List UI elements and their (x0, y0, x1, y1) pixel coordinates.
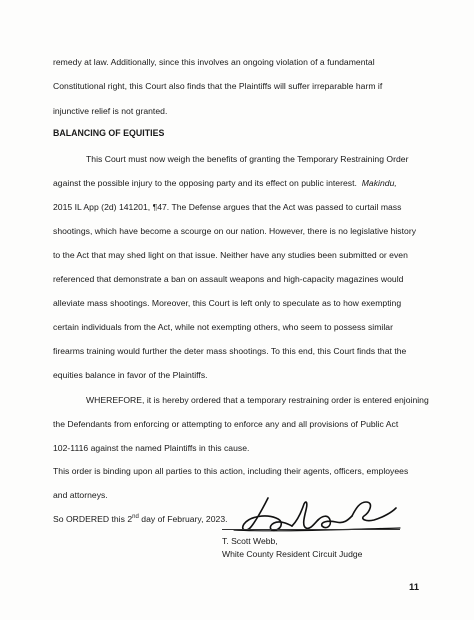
body-line: and attorneys. (53, 490, 108, 500)
handwritten-signature (210, 490, 410, 540)
body-line: WHEREFORE, it is hereby ordered that a temporary restraining order is entered enjoining (86, 395, 429, 405)
body-line: remedy at law. Additionally, since this involves an ongoing violation of a fundamental (53, 57, 375, 67)
body-line: to the Act that may shed light on that issue. Neither have any studies been submitted or even (53, 250, 408, 260)
body-line: 2015 IL App (2d) 141201, ¶47. The Defense argues that the Act was passed to curtail mass (53, 202, 402, 212)
body-line: shootings, which have become a scourge on our nation. However, there is no legislative history (53, 226, 417, 236)
body-line-text: against the possible injury to the opposing party and its effect on public interest. (53, 178, 357, 188)
section-heading: BALANCING OF EQUITIES (53, 128, 165, 138)
body-line: the Defendants from enforcing or attempting to enforce any and all provisions of Public Act (53, 419, 399, 429)
judge-name: T. Scott Webb, (222, 536, 278, 546)
body-line: This order is binding upon all parties to this action, including their agents, officers, employees (53, 466, 409, 476)
body-line: referenced that demonstrate a ban on assault weapons and high-capacity magazines would (53, 274, 404, 284)
judge-title: White County Resident Circuit Judge (222, 549, 363, 559)
body-line (53, 178, 397, 189)
ordered-rest: day of February, 2023. (138, 514, 228, 524)
body-line: alleviate mass shootings. Moreover, this Court is left only to speculate as to how exempting (53, 298, 402, 308)
body-line: firearms training would further the deter mass shootings. To this end, this Court finds that the (53, 346, 407, 356)
body-line: injunctive relief is not granted. (53, 106, 168, 116)
ordered-superscript: nd (132, 514, 139, 521)
body-line: Constitutional right, this Court also finds that the Plaintiffs will suffer irreparable harm if (53, 81, 383, 91)
body-line: 102-1116 against the named Plaintiffs in this cause. (53, 443, 250, 453)
ordered-line (53, 514, 228, 525)
body-line: This Court must now weigh the benefits of granting the Temporary Restraining Order (86, 154, 409, 164)
body-line: certain individuals from the Act, while not exempting others, who seem to possess similar (53, 322, 393, 332)
page-number: 11 (409, 582, 420, 593)
case-citation: Makindu, (361, 178, 397, 188)
ordered-prefix: So ORDERED this 2 (53, 514, 133, 524)
body-line: equities balance in favor of the Plaintiffs. (53, 370, 208, 380)
signature-line (222, 529, 400, 530)
